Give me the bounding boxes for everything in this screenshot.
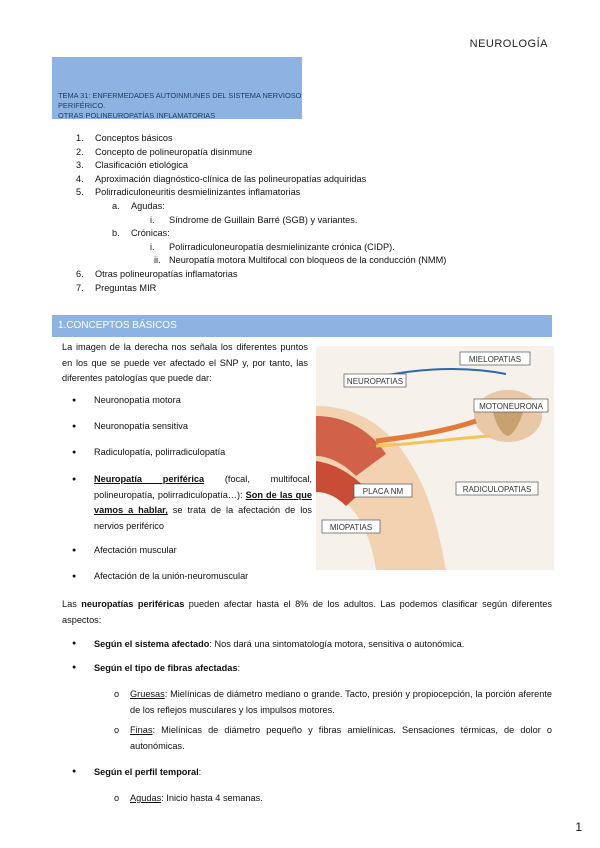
list-item: o Gruesas: Mielínicas de diámetro mediano o grande. Tacto, presión y propiocepción, la porción aferente de los reflejos musculares y los impulsos motores. — [62, 686, 552, 718]
toc-item: 6. Otras polineuropatías inflamatorias — [76, 268, 238, 279]
list-item-neuropatia: ● Neuropatía periférica (focal, multifocal, polineuropatía, polirradiculopatía…): Son de las que vamos a hablar, se trata de la afectación de los nervios periférico — [62, 472, 312, 534]
toc-subsubitem: i. Síndrome de Guillain Barré (SGB) y variantes. — [150, 214, 358, 225]
toc-item: 1. Conceptos básicos — [76, 133, 173, 143]
list-item: ● Afectación de la unión-neuromuscular — [62, 569, 312, 585]
anatomy-illustration — [316, 346, 554, 570]
pns-anatomy-figure — [316, 346, 554, 570]
label-radiculopatias: RADICULOPATIAS — [462, 485, 532, 494]
toc-item: 2. Concepto de polineuropatía disinmune — [76, 146, 253, 157]
label-placa-nm: PLACA NM — [362, 487, 404, 496]
page-number: 1 — [575, 820, 582, 834]
table-of-contents — [76, 132, 446, 295]
list-item: o Agudas: Inicio hasta 4 semanas. — [62, 790, 552, 806]
list-item: ● Neuronopatía sensitiva — [62, 419, 312, 435]
intro-paragraph: La imagen de la derecha nos señala los diferentes puntos en los que se puede ver afectado el SNP y, por tanto, las diferentes patologías que puede dar: — [62, 342, 308, 383]
toc-subitem: a. Agudas: — [112, 200, 165, 211]
label-neuropatias: NEUROPATIAS — [346, 377, 404, 386]
list-item: ● Según el tipo de fibras afectadas: — [62, 660, 552, 676]
section-title-bar: 1.CONCEPTOS BÁSICOS — [52, 315, 552, 337]
list-item: ● Según el sistema afectado: Nos dará una sintomatología motora, sensitiva o autonómica. — [62, 636, 552, 652]
header-title: NEUROLOGÍA — [469, 38, 548, 50]
peripheral-neuropathy-paragraph: Las neuropatías periféricas pueden afectar hasta el 8% de los adultos. Las podemos clasificar según diferentes aspectos: — [62, 599, 552, 625]
topic-line-1: TEMA 31: ENFERMEDADES AUTOINMUNES DEL SISTEMA NERVIOSO PERIFÉRICO. — [58, 91, 302, 110]
list-item: o Finas: Mielínicas de diámetro pequeño y fibras amielínicas. Sensaciones térmicas, de dolor o autonómicas. — [62, 722, 552, 754]
topic-box — [52, 57, 302, 119]
toc-item: 4. Aproximación diagnóstico-clínica de las polineuropatías adquiridas — [76, 173, 367, 184]
label-mielopatias: MIELOPATIAS — [468, 355, 522, 364]
list-item: ● Afectación muscular — [62, 543, 312, 559]
toc-item: 5. Polirradiculoneuritis desmielinizantes inflamatorias — [76, 187, 301, 198]
list-item: ● Según el perfil temporal: — [62, 764, 552, 780]
toc-subsubitem: ii. Neuropatía motora Multifocal con bloqueos de la conducción (NMM) — [154, 255, 447, 266]
label-motoneurona: MOTONEURONA — [479, 402, 543, 411]
list-item: ● Neuronopatía motora — [62, 393, 312, 409]
toc-item: 3. Clasificación etiológica — [76, 160, 188, 171]
toc-subitem: b. Crónicas: — [112, 228, 170, 239]
label-miopatias: MIOPATIAS — [329, 523, 373, 532]
toc-item: 7. Preguntas MIR — [76, 282, 157, 293]
list-item: ● Radiculopatía, polirradiculopatía — [62, 445, 312, 461]
topic-line-2: OTRAS POLINEUROPATÍAS INFLAMATORIAS — [58, 111, 216, 120]
toc-subsubitem: i. Polirradiculoneuropatía desmielinizante crónica (CIDP). — [150, 241, 395, 252]
